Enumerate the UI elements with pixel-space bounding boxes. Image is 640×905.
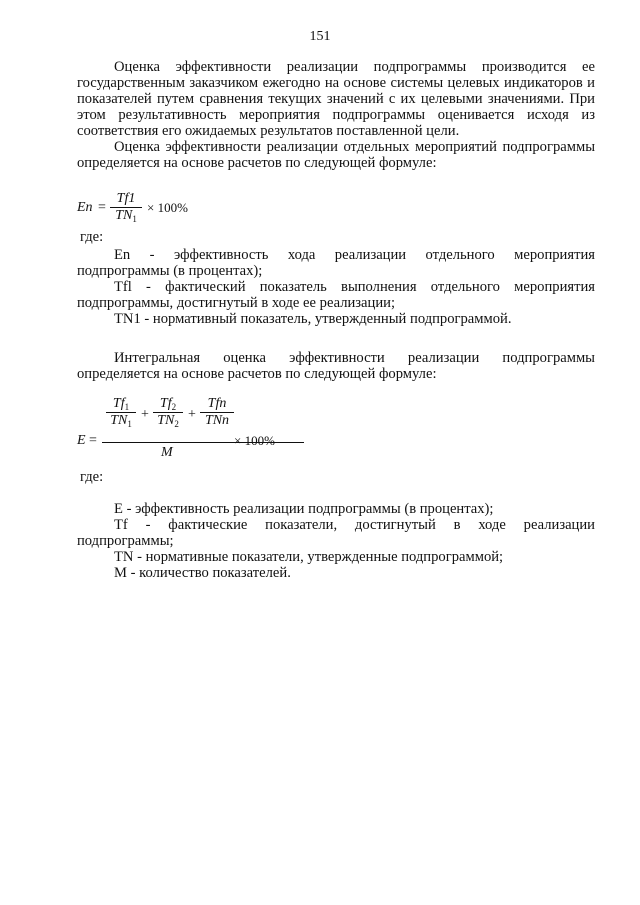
- formula2-times-100: × 100%: [234, 433, 275, 448]
- formula1-den-sub: 1: [132, 214, 137, 224]
- term1-num-base: Tf: [112, 396, 125, 411]
- term1-denominator: [106, 413, 136, 429]
- formula1-times-100: × 100%: [147, 200, 188, 215]
- definitions-integral: [77, 501, 595, 581]
- term2-num-base: Tf: [159, 396, 172, 411]
- term2-num-sub: 2: [171, 402, 177, 412]
- integral-block: [77, 350, 595, 382]
- formula1-fraction: [110, 191, 142, 224]
- term1-num-sub: 1: [124, 402, 130, 412]
- term2-den-base: TN: [157, 413, 175, 428]
- paragraph-measure-formula-intro: Оценка эффективности реализации отдельных мероприятий подпрограммы определяется на основе расчетов по следующей формуле:: [77, 139, 595, 171]
- formula2-term-1: [106, 396, 136, 429]
- term1-den-base: TN: [110, 413, 128, 428]
- definitions-measure: [77, 247, 595, 327]
- termn-denominator: TNn: [204, 413, 230, 428]
- formula1-equals: =: [98, 200, 106, 215]
- term1-den-sub: 1: [127, 419, 132, 429]
- termn-numerator: Tfn: [207, 396, 227, 411]
- formula2-equals: =: [89, 433, 97, 448]
- term2-den-sub: 2: [174, 419, 179, 429]
- where-label-1: где:: [80, 229, 104, 245]
- definition-m: M - количество показателей.: [114, 565, 291, 581]
- formula-integral-efficiency: [77, 396, 297, 466]
- formula2-plus-1: +: [141, 407, 149, 422]
- paragraph-evaluation-method: Оценка эффективности реализации подпрограммы производится ее государственным заказчиком ежегодно на основе системы целевых индикаторов и показателей путем сравнения текущих значений с их целевыми значениями. При этом результативность мероприятия подпрограммы оценивается исходя из соответствия его ожидаемых результатов поставленной цели.: [77, 59, 595, 139]
- formula2-lhs: E: [77, 433, 86, 448]
- formula1-den-base: TN: [115, 208, 133, 223]
- formula-measure-efficiency: [77, 191, 207, 225]
- formula1-numerator: Tf1: [116, 191, 136, 206]
- term2-denominator: [153, 413, 183, 429]
- definition-tn: TN - нормативные показатели, утвержденные подпрограммой;: [114, 549, 504, 565]
- definition-en: En - эффективность хода реализации отдельного мероприятия подпрограммы (в процентах);: [77, 247, 595, 279]
- formula2-term-n: [200, 396, 234, 429]
- definition-tn1: TN1 - нормативный показатель, утвержденный подпрограммой.: [114, 311, 512, 327]
- formula2-plus-2: +: [188, 407, 196, 422]
- where-label-2: где:: [80, 469, 104, 485]
- formula2-denominator-m: M: [161, 445, 173, 460]
- definition-tf1: Tfl - фактический показатель выполнения отдельного мероприятия подпрограммы, достигнутый в ходе ее реализации;: [77, 279, 595, 311]
- formula2-term-2: [153, 396, 183, 429]
- formula1-denominator: [110, 208, 142, 224]
- formula1-lhs: En: [77, 200, 93, 215]
- paragraph-integral-formula-intro: Интегральная оценка эффективности реализации подпрограммы определяется на основе расчетов по следующей формуле:: [77, 350, 595, 382]
- definition-e: E - эффективность реализации подпрограммы (в процентах);: [114, 501, 494, 517]
- term2-numerator: [153, 396, 183, 412]
- definition-tf: Tf - фактические показатели, достигнутый в ходе реализации подпрограммы;: [77, 517, 595, 549]
- intro-block: [77, 59, 595, 171]
- page-number: 151: [309, 29, 331, 44]
- term1-numerator: [106, 396, 136, 412]
